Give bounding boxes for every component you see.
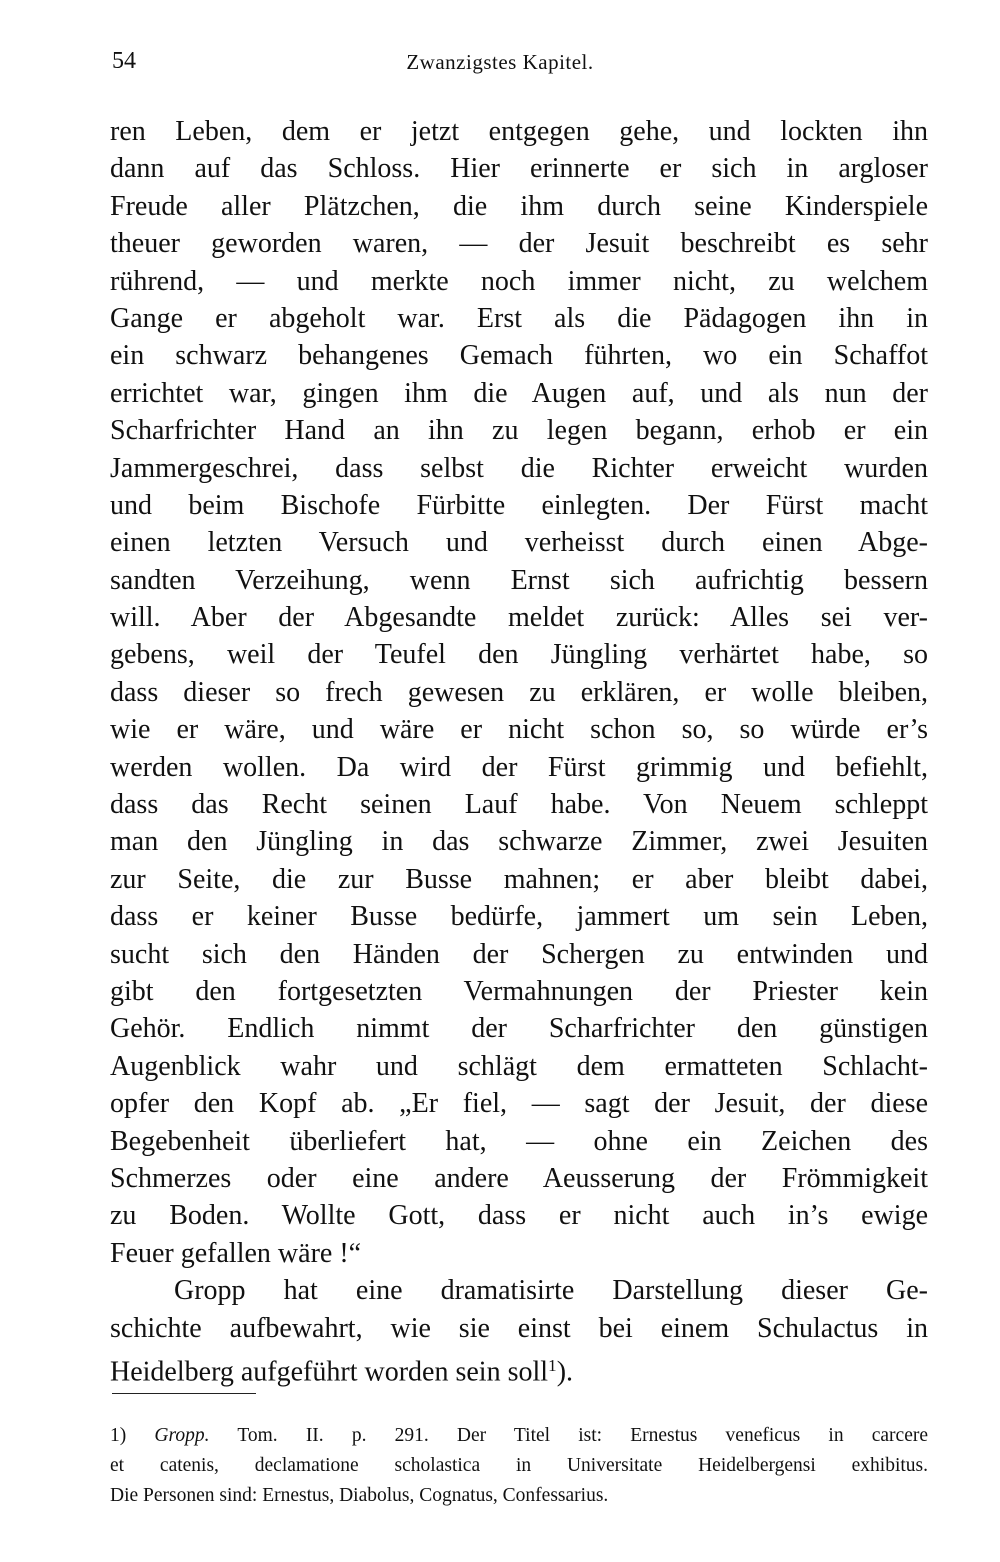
text-line: Augenblick wahr und schlägt dem ermatteten Schlacht- [110, 1050, 928, 1082]
text-line: Freude aller Plätzchen, die ihm durch seine Kinderspiele [110, 190, 928, 222]
running-title: Zwanzigstes Kapitel. [406, 50, 594, 74]
text-line: dann auf das Schloss. Hier erinnerte er sich in argloser [110, 153, 928, 185]
footnote-reference[interactable]: 1 [548, 1355, 557, 1375]
text-line: sucht sich den Händen der Schergen zu entwinden und [110, 938, 928, 970]
closing-punctuation: ). [556, 1356, 574, 1388]
footnote-author: Gropp. [154, 1425, 210, 1446]
text-line: Gehör. Endlich nimmt der Scharfrichter den günstigen [110, 1013, 928, 1045]
text-line: dass dieser so frech gewesen zu erklären, er wolle bleiben, [110, 676, 928, 708]
text-line: wie er wäre, und wäre er nicht schon so, so würde er’s [110, 714, 928, 746]
text-line: Feuer gefallen wäre !“ [110, 1237, 362, 1269]
footnote-line: et catenis, declamatione scholastica in Universitate Heidelbergensi exhibitus. [110, 1455, 928, 1476]
text-line: will. Aber der Abgesandte meldet zurück: Alles sei ver- [110, 602, 928, 634]
text-line-content: Heidelberg aufgeführt worden sein soll [110, 1356, 549, 1388]
text-line: Jammergeschrei, dass selbst die Richter erweicht wurden [110, 452, 928, 484]
text-line: opfer den Kopf ab. „Er fiel, — sagt der Jesuit, der diese [110, 1088, 928, 1120]
text-line: man den Jüngling in das schwarze Zimmer, zwei Jesuiten [110, 826, 928, 858]
text-line: dass er keiner Busse bedürfe, jammert um sein Leben, [110, 901, 928, 933]
text-line: dass das Recht seinen Lauf habe. Von Neuem schleppt [110, 789, 928, 821]
text-line: gibt den fortgesetzten Vermahnungen der Priester kein [110, 975, 928, 1007]
footnote-divider [112, 1393, 256, 1394]
text-line: rührend, — und merkte noch immer nicht, zu welchem [110, 265, 928, 297]
text-line: gebens, weil der Teufel den Jüngling verhärtet habe, so [110, 639, 928, 671]
text-line: Schmerzes oder eine andere Aeusserung der Frömmigkeit [110, 1162, 928, 1194]
footnote [110, 1421, 928, 1511]
footnote-line: Die Personen sind: Ernestus, Diabolus, Cognatus, Confessarius. [110, 1485, 609, 1506]
body-text [110, 113, 928, 1388]
paragraph-start-line: Gropp hat eine dramatisirte Darstellung dieser Ge- [174, 1275, 928, 1307]
text-line: einen letzten Versuch und verheisst durch einen Abge- [110, 527, 928, 559]
text-line: Scharfrichter Hand an ihn zu legen begann, erhob er ein [110, 415, 928, 447]
text-line: werden wollen. Da wird der Fürst grimmig und befiehlt, [110, 751, 928, 783]
text-line-final [110, 1347, 928, 1388]
footnote-line [110, 1421, 928, 1451]
text-line: sandten Verzeihung, wenn Ernst sich aufrichtig bessern [110, 564, 928, 596]
text-line: theuer geworden waren, — der Jesuit beschreibt es sehr [110, 228, 928, 260]
page-number: 54 [112, 48, 136, 74]
text-line: ren Leben, dem er jetzt entgegen gehe, und lockten ihn [110, 116, 928, 147]
text-line: Begebenheit überliefert hat, — ohne ein Zeichen des [110, 1125, 928, 1157]
text-line: und beim Bischofe Fürbitte einlegten. Der Fürst macht [110, 489, 928, 521]
footnote-text: Tom. II. p. 291. Der Titel ist: Ernestus veneficus in carcere [237, 1425, 928, 1446]
text-line: Gange er abgeholt war. Erst als die Pädagogen ihn in [110, 302, 928, 334]
text-line: zu Boden. Wollte Gott, dass er nicht auch in’s ewige [110, 1200, 928, 1232]
footnote-marker: 1) [110, 1425, 127, 1446]
text-line: zur Seite, die zur Busse mahnen; er aber bleibt dabei, [110, 863, 928, 895]
text-line: schichte aufbewahrt, wie sie einst bei einem Schulactus in [110, 1312, 928, 1344]
text-line: errichtet war, gingen ihm die Augen auf, und als nun der [110, 377, 928, 409]
text-line: ein schwarz behangenes Gemach führten, wo ein Schaffot [110, 340, 928, 372]
